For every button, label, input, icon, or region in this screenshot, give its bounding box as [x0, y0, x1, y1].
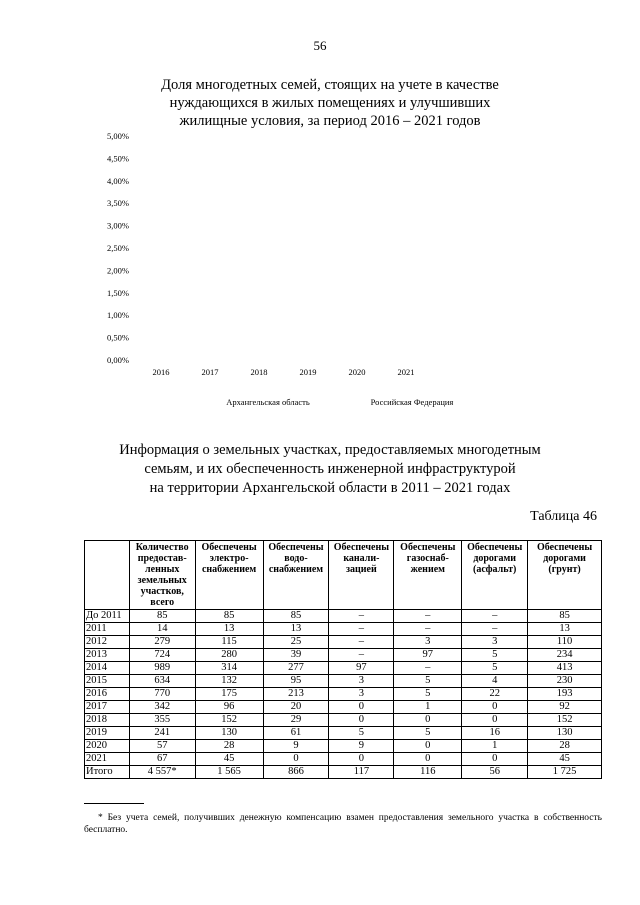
- table-header-cell: Обеспечены дорогами (грунт): [528, 541, 602, 610]
- table-cell: 1 725: [528, 766, 602, 779]
- table-cell: 0: [329, 753, 394, 766]
- table-cell: 25: [263, 636, 329, 649]
- section-title-line: семьям, и их обеспеченность инженерной инфраструктурой: [144, 461, 516, 477]
- table-cell: 0: [462, 714, 528, 727]
- table-cell: 342: [129, 701, 195, 714]
- table-cell: 314: [195, 662, 263, 675]
- table-cell: –: [462, 623, 528, 636]
- table-cell: 0: [394, 753, 462, 766]
- table-body: [85, 610, 602, 779]
- table-cell: 85: [129, 610, 195, 623]
- row-label-cell: 2012: [85, 636, 130, 649]
- table-cell: 5: [462, 649, 528, 662]
- y-tick-label: 1,50%: [107, 287, 129, 298]
- table-row: [85, 727, 602, 740]
- row-label-cell: Итого: [85, 766, 130, 779]
- table-cell: 67: [129, 753, 195, 766]
- table-cell: 14: [129, 623, 195, 636]
- table-cell: 92: [528, 701, 602, 714]
- table-header-cell: Количество предостав-ленных земельных участков, всего: [129, 541, 195, 610]
- x-tick-label: 2021: [397, 367, 415, 377]
- footnote-divider: [84, 803, 144, 804]
- table-cell: 4: [462, 675, 528, 688]
- table-cell: –: [394, 662, 462, 675]
- table-cell: –: [329, 636, 394, 649]
- table-cell: 193: [528, 688, 602, 701]
- x-tick-label: 2016: [152, 367, 170, 377]
- table-cell: 634: [129, 675, 195, 688]
- legend-entry: Российская Федерация: [370, 397, 454, 407]
- chart-title: [120, 76, 540, 130]
- table-cell: 5: [329, 727, 394, 740]
- table-cell: 13: [263, 623, 329, 636]
- table-cell: 279: [129, 636, 195, 649]
- table-cell: 0: [263, 753, 329, 766]
- table-cell: 45: [528, 753, 602, 766]
- table-label: Таблица 46: [530, 509, 597, 524]
- y-tick-label: 2,50%: [107, 243, 129, 253]
- row-label-cell: 2021: [85, 753, 130, 766]
- table-cell: 115: [195, 636, 263, 649]
- table-cell: –: [329, 610, 394, 623]
- y-tick-label: 3,50%: [107, 198, 129, 209]
- table-cell: 213: [263, 688, 329, 701]
- table-header-cell: Обеспечены водо-снабжением: [263, 541, 329, 610]
- table-row: [85, 753, 602, 766]
- y-tick-label: 4,50%: [107, 153, 129, 164]
- table-cell: 16: [462, 727, 528, 740]
- table-row: [85, 649, 602, 662]
- y-tick-label: 0,50%: [107, 332, 129, 343]
- table-cell: 95: [263, 675, 329, 688]
- table-cell: 117: [329, 766, 394, 779]
- table-cell: 5: [394, 688, 462, 701]
- section-title-line: на территории Архангельской области в 2011 – 2021 годах: [149, 480, 511, 496]
- table-cell: 724: [129, 649, 195, 662]
- table-cell: 152: [528, 714, 602, 727]
- land-plots-table: [84, 540, 602, 779]
- table-header: [85, 541, 602, 610]
- row-label-cell: 2020: [85, 740, 130, 753]
- table-cell: –: [394, 610, 462, 623]
- table-cell: 989: [129, 662, 195, 675]
- table-row: [85, 662, 602, 675]
- table-cell: 45: [195, 753, 263, 766]
- table-cell: 277: [263, 662, 329, 675]
- table-cell: 0: [462, 701, 528, 714]
- table-cell: 85: [263, 610, 329, 623]
- x-tick-label: 2018: [250, 367, 268, 377]
- table-row: [85, 740, 602, 753]
- table-cell: 770: [129, 688, 195, 701]
- chart-title-line: жилищные условия, за период 2016 – 2021 годов: [179, 113, 481, 129]
- table-cell: 130: [528, 727, 602, 740]
- table-cell: 280: [195, 649, 263, 662]
- table-header-cell: [85, 541, 130, 610]
- table-cell: 5: [394, 727, 462, 740]
- x-tick-label: 2020: [348, 367, 366, 377]
- table-cell: –: [329, 623, 394, 636]
- table-cell: –: [462, 610, 528, 623]
- table-cell: 1: [462, 740, 528, 753]
- table-header-cell: Обеспечены дорогами (асфальт): [462, 541, 528, 610]
- table-row: [85, 714, 602, 727]
- table-cell: 97: [394, 649, 462, 662]
- chart-title-line: Доля многодетных семей, стоящих на учете в качестве: [161, 77, 499, 93]
- y-tick-label: 2,00%: [107, 265, 129, 276]
- bar-chart: [90, 128, 510, 413]
- table-row: [85, 688, 602, 701]
- y-tick-label: 5,00%: [107, 131, 129, 141]
- table-cell: 61: [263, 727, 329, 740]
- table-cell: 0: [329, 714, 394, 727]
- section-title: [80, 441, 580, 498]
- row-label-cell: 2011: [85, 623, 130, 636]
- y-tick-label: 4,00%: [107, 175, 129, 186]
- legend-entry: Архангельская область: [226, 397, 310, 407]
- table-cell: 85: [528, 610, 602, 623]
- table-cell: 3: [329, 675, 394, 688]
- table-cell: 20: [263, 701, 329, 714]
- table-row: [85, 701, 602, 714]
- y-tick-label: 0,00%: [107, 355, 129, 365]
- table-row: [85, 636, 602, 649]
- row-label-cell: 2014: [85, 662, 130, 675]
- table-cell: 96: [195, 701, 263, 714]
- footnote: * Без учета семей, получивших денежную компенсацию взамен предоставления земельного участка в собственность бесплатно.: [84, 813, 602, 835]
- section-title-line: Информация о земельных участках, предоставляемых многодетным: [119, 442, 541, 458]
- table-header-cell: Обеспечены газоснаб-жением: [394, 541, 462, 610]
- table-row: [85, 675, 602, 688]
- table-cell: 56: [462, 766, 528, 779]
- x-tick-label: 2019: [299, 367, 317, 377]
- table-row: [85, 610, 602, 623]
- table-cell: 866: [263, 766, 329, 779]
- table-cell: 29: [263, 714, 329, 727]
- table-cell: 13: [528, 623, 602, 636]
- table-header-cell: Обеспечены канали-зацией: [329, 541, 394, 610]
- y-tick-label: 1,00%: [107, 310, 129, 321]
- table-cell: 241: [129, 727, 195, 740]
- table-cell: 3: [462, 636, 528, 649]
- table-cell: 97: [329, 662, 394, 675]
- row-label-cell: 2017: [85, 701, 130, 714]
- table-cell: 28: [528, 740, 602, 753]
- table-cell: 110: [528, 636, 602, 649]
- table-cell: 5: [394, 675, 462, 688]
- table-row: [85, 623, 602, 636]
- table-cell: 1 565: [195, 766, 263, 779]
- table-row: [85, 766, 602, 779]
- table-cell: 3: [394, 636, 462, 649]
- table-cell: 9: [263, 740, 329, 753]
- table-cell: –: [329, 649, 394, 662]
- table-cell: 22: [462, 688, 528, 701]
- table-cell: 0: [394, 714, 462, 727]
- table-cell: 13: [195, 623, 263, 636]
- table-cell: 355: [129, 714, 195, 727]
- x-tick-label: 2017: [201, 367, 219, 377]
- row-label-cell: До 2011: [85, 610, 130, 623]
- table-cell: 230: [528, 675, 602, 688]
- table-cell: 152: [195, 714, 263, 727]
- page-number: 56: [313, 38, 327, 53]
- row-label-cell: 2016: [85, 688, 130, 701]
- table-cell: 234: [528, 649, 602, 662]
- table-cell: 3: [329, 688, 394, 701]
- table-cell: 85: [195, 610, 263, 623]
- table-cell: –: [394, 623, 462, 636]
- table-cell: 57: [129, 740, 195, 753]
- table-cell: 132: [195, 675, 263, 688]
- y-tick-label: 3,00%: [107, 220, 129, 231]
- table-cell: 175: [195, 688, 263, 701]
- table-header-row: [85, 541, 602, 610]
- table-cell: 116: [394, 766, 462, 779]
- table-cell: 4 557*: [129, 766, 195, 779]
- table-cell: 9: [329, 740, 394, 753]
- chart-title-line: нуждающихся в жилых помещениях и улучшивших: [169, 95, 491, 111]
- row-label-cell: 2015: [85, 675, 130, 688]
- table-cell: 413: [528, 662, 602, 675]
- table-header-cell: Обеспечены электро-снабжением: [195, 541, 263, 610]
- table-cell: 0: [329, 701, 394, 714]
- table-cell: 0: [462, 753, 528, 766]
- table-cell: 28: [195, 740, 263, 753]
- table-cell: 5: [462, 662, 528, 675]
- row-label-cell: 2019: [85, 727, 130, 740]
- table-cell: 39: [263, 649, 329, 662]
- row-label-cell: 2013: [85, 649, 130, 662]
- table-cell: 130: [195, 727, 263, 740]
- table-cell: 1: [394, 701, 462, 714]
- table-cell: 0: [394, 740, 462, 753]
- row-label-cell: 2018: [85, 714, 130, 727]
